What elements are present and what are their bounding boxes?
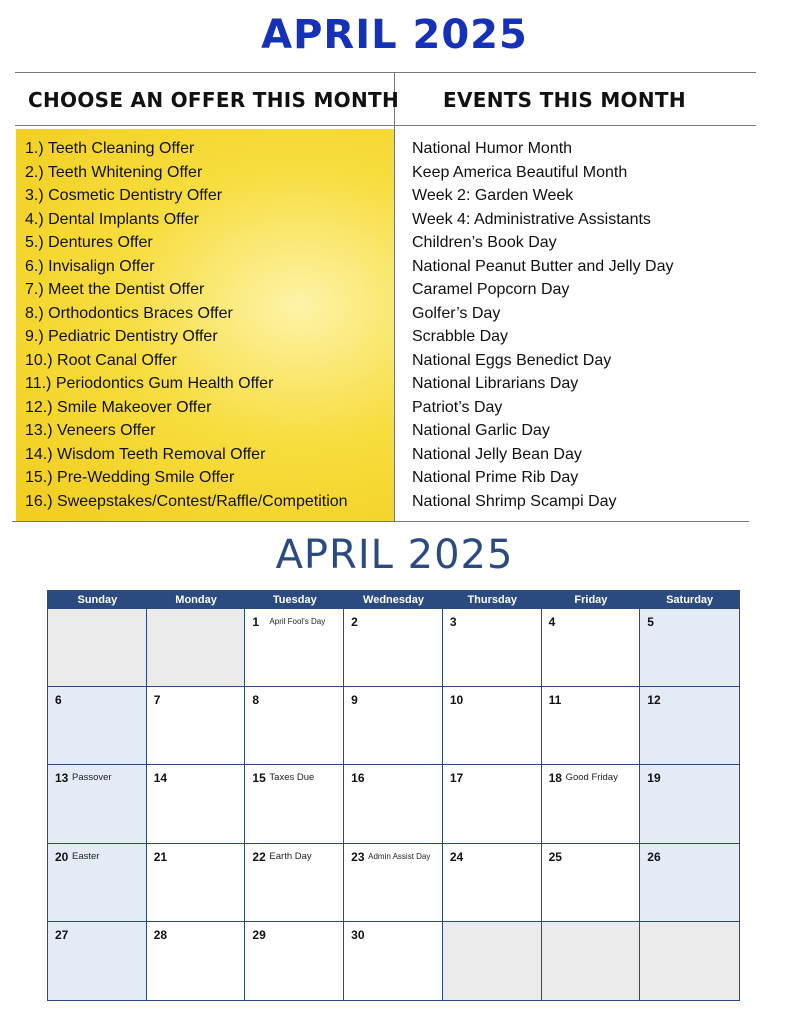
day-number: 23	[351, 849, 365, 864]
day-number: 17	[449, 771, 464, 786]
calendar-day-cell	[245, 844, 344, 922]
calendar-day-cell	[245, 687, 344, 765]
event-item: Caramel Popcorn Day	[412, 281, 570, 298]
event-item: Patriot’s Day	[412, 398, 503, 416]
column-divider	[394, 72, 395, 522]
day-number: 10	[449, 693, 464, 708]
offer-item: 5.) Dentures Offer	[25, 234, 153, 251]
calendar-day-cell	[443, 765, 542, 843]
event-item: National Shrimp Scampi Day	[412, 492, 617, 510]
calendar-day-cell	[48, 687, 147, 765]
calendar-day-cell	[245, 922, 344, 1000]
day-number: 8	[252, 693, 260, 708]
bottom-divider	[12, 521, 749, 522]
offer-item: 11.) Periodontics Gum Health Offer	[25, 375, 274, 392]
day-number: 15	[252, 771, 266, 786]
calendar-day-cell	[344, 687, 443, 765]
calendar-day-cell	[147, 922, 246, 1000]
day-number: 2	[351, 615, 358, 629]
calendar-empty-cell	[542, 922, 641, 1000]
events-header: EVENTS THIS MONTH	[443, 88, 686, 112]
offer-item: 7.) Meet the Dentist Offer	[25, 281, 205, 298]
event-item: National Eggs Benedict Day	[412, 351, 612, 369]
day-number: 12	[647, 693, 661, 708]
calendar-day-cell	[344, 765, 443, 843]
calendar-empty-cell	[147, 609, 246, 687]
weekday-label: Wednesday	[363, 594, 424, 606]
calendar-day-cell	[147, 687, 246, 765]
day-number: 19	[647, 771, 661, 786]
day-number: 6	[55, 693, 62, 708]
day-number: 26	[647, 849, 661, 864]
offer-item: 3.) Cosmetic Dentistry Offer	[25, 187, 223, 204]
offer-item: 12.) Smile Makeover Offer	[25, 398, 212, 416]
day-number: 5	[647, 615, 654, 629]
calendar-day-cell	[542, 844, 641, 922]
calendar	[47, 590, 740, 1001]
day-event: Good Friday	[565, 772, 618, 784]
event-item: Keep America Beautiful Month	[412, 163, 628, 181]
offer-item: 6.) Invisalign Offer	[25, 257, 155, 275]
event-item: Week 2: Garden Week	[412, 187, 574, 204]
day-number: 24	[449, 849, 464, 864]
top-divider	[15, 72, 756, 73]
day-event: Passover	[72, 772, 112, 784]
offer-item: 4.) Dental Implants Offer	[25, 210, 199, 228]
calendar-empty-cell	[48, 609, 147, 687]
offer-item: 9.) Pediatric Dentistry Offer	[25, 328, 218, 345]
day-event: Taxes Due	[269, 772, 315, 784]
calendar-day-cell	[48, 844, 147, 922]
day-number: 13	[55, 771, 69, 786]
calendar-day-cell	[48, 922, 147, 1000]
day-event: April Fool's Day	[269, 617, 326, 626]
calendar-title: APRIL 2025	[275, 532, 514, 578]
day-number: 22	[252, 849, 266, 864]
calendar-empty-cell	[443, 922, 542, 1000]
calendar-day-cell	[443, 609, 542, 687]
offer-item: 1.) Teeth Cleaning Offer	[25, 140, 195, 157]
day-number: 11	[548, 693, 562, 708]
event-item: National Humor Month	[412, 140, 573, 157]
calendar-day-cell	[245, 765, 344, 843]
weekday-label: Thursday	[467, 594, 517, 606]
offer-item: 8.) Orthodontics Braces Offer	[25, 304, 233, 322]
weekday-label: Saturday	[666, 594, 714, 606]
day-event: Easter	[72, 850, 100, 862]
calendar-empty-cell	[640, 922, 739, 1000]
day-number: 1	[252, 615, 260, 629]
weekday-label: Monday	[175, 594, 217, 606]
calendar-day-cell	[147, 844, 246, 922]
event-item: National Peanut Butter and Jelly Day	[412, 257, 674, 275]
offer-item: 15.) Pre-Wedding Smile Offer	[25, 469, 235, 486]
calendar-day-cell	[48, 765, 147, 843]
calendar-day-cell	[542, 765, 641, 843]
day-number: 9	[351, 693, 358, 708]
offer-item: 2.) Teeth Whitening Offer	[25, 163, 203, 181]
event-item: National Jelly Bean Day	[412, 445, 582, 463]
day-number: 30	[351, 927, 365, 942]
calendar-day-cell	[542, 687, 641, 765]
day-number: 3	[449, 615, 457, 629]
event-item: Scrabble Day	[412, 328, 509, 345]
offer-item: 14.) Wisdom Teeth Removal Offer	[25, 445, 266, 463]
calendar-day-cell	[640, 687, 739, 765]
calendar-day-cell	[245, 609, 344, 687]
day-number: 14	[153, 771, 168, 786]
calendar-day-cell	[344, 922, 443, 1000]
event-list	[412, 137, 673, 513]
event-item: National Librarians Day	[412, 375, 579, 392]
event-item: Children’s Book Day	[412, 234, 557, 251]
offer-item: 16.) Sweepstakes/Contest/Raffle/Competition	[25, 492, 348, 510]
weekday-label: Sunday	[77, 594, 118, 606]
event-item: National Garlic Day	[412, 422, 550, 439]
offers-header: CHOOSE AN OFFER THIS MONTH	[28, 88, 399, 112]
day-number: 7	[153, 693, 161, 708]
calendar-day-cell	[443, 687, 542, 765]
weekday-label: Friday	[574, 594, 608, 606]
day-number: 27	[55, 927, 69, 942]
header-divider	[15, 125, 756, 126]
page-title: APRIL 2025	[261, 12, 528, 58]
event-item: Week 4: Administrative Assistants	[412, 210, 651, 228]
calendar-day-cell	[344, 844, 443, 922]
calendar-day-cell	[542, 609, 641, 687]
day-event: Admin Assist Day	[368, 851, 431, 861]
day-number: 28	[153, 927, 168, 942]
offer-item: 10.) Root Canal Offer	[25, 351, 177, 369]
calendar-day-cell	[640, 844, 739, 922]
calendar-day-cell	[344, 609, 443, 687]
event-item: Golfer’s Day	[412, 304, 501, 322]
calendar-day-cell	[640, 609, 739, 687]
day-number: 25	[548, 849, 562, 864]
day-number: 21	[153, 849, 168, 864]
day-number: 4	[548, 615, 556, 629]
calendar-day-cell	[147, 765, 246, 843]
calendar-day-cell	[640, 765, 739, 843]
day-number: 16	[351, 771, 365, 786]
day-number: 29	[252, 927, 266, 942]
event-item: National Prime Rib Day	[412, 469, 579, 486]
offer-list	[25, 137, 348, 513]
calendar-grid	[48, 609, 739, 1000]
calendar-day-cell	[443, 844, 542, 922]
weekday-label: Tuesday	[272, 594, 317, 606]
offer-item: 13.) Veneers Offer	[25, 422, 156, 439]
day-number: 18	[548, 771, 562, 786]
weekday-header	[48, 591, 739, 609]
day-number: 20	[55, 849, 69, 864]
day-event: Earth Day	[269, 850, 312, 862]
